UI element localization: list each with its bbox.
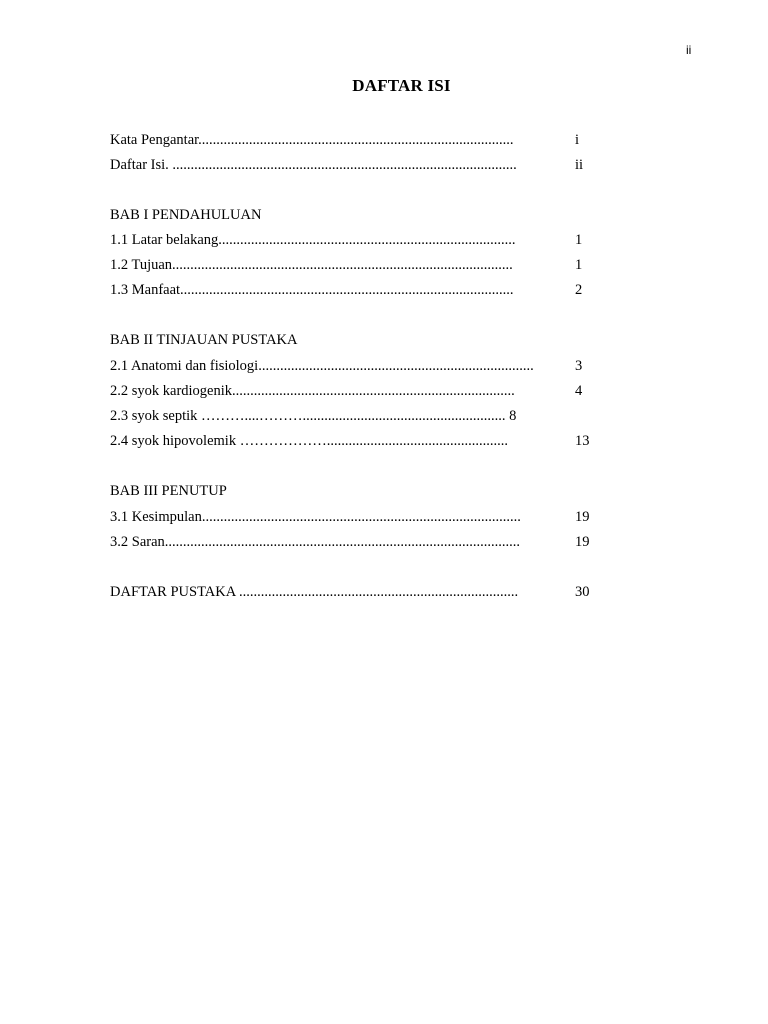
toc-entry-page: 30 [575, 584, 590, 600]
toc-entry-text: 2.1 Anatomi dan fisiologi............................................................................ [110, 358, 534, 374]
chapter-heading: BAB II TINJAUAN PUSTAKA [110, 332, 298, 348]
toc-entry-text: 2.4 syok hipovolemik ……………….................................................. [110, 433, 508, 449]
toc-entry-page: ii [575, 157, 584, 173]
toc-entry-text: 1.1 Latar belakang.................................................................................. [110, 232, 516, 248]
toc-entry-page: 19 [575, 534, 590, 550]
chapter-heading: BAB I PENDAHULUAN [110, 207, 262, 223]
toc-entry-page: 19 [575, 509, 590, 525]
toc-entry-page: 4 [575, 383, 583, 399]
toc-entry-page: i [575, 132, 580, 148]
toc-entry-page: 3 [575, 358, 583, 374]
toc-entry-text: Kata Pengantar....................................................................................... [110, 132, 514, 148]
toc-entry-text: 3.2 Saran.................................................................................................. [110, 534, 521, 550]
toc-entry-page: 13 [575, 433, 590, 449]
toc-entry-text: 1.3 Manfaat............................................................................................ [110, 282, 514, 298]
toc-entry-text: DAFTAR PUSTAKA ............................................................................. [110, 584, 519, 600]
toc-entry-text: 1.2 Tujuan.............................................................................................. [110, 257, 513, 273]
toc-entry-text: 3.1 Kesimpulan........................................................................................ [110, 509, 521, 525]
toc-entry-page: 1 [575, 232, 583, 248]
chapter-heading: BAB III PENUTUP [110, 483, 227, 499]
toc-entry-text: 2.3 syok septik ………....………........................................................ 8 [110, 408, 517, 424]
toc-entry-page: 2 [575, 282, 583, 298]
page-title: DAFTAR ISI [352, 76, 451, 95]
page-number: ii [686, 43, 692, 57]
toc-entry-text: Daftar Isi. ............................................................................................... [110, 157, 517, 173]
toc-entry-page: 1 [575, 257, 583, 273]
toc-entry-text: 2.2 syok kardiogenik.............................................................................. [110, 383, 515, 399]
